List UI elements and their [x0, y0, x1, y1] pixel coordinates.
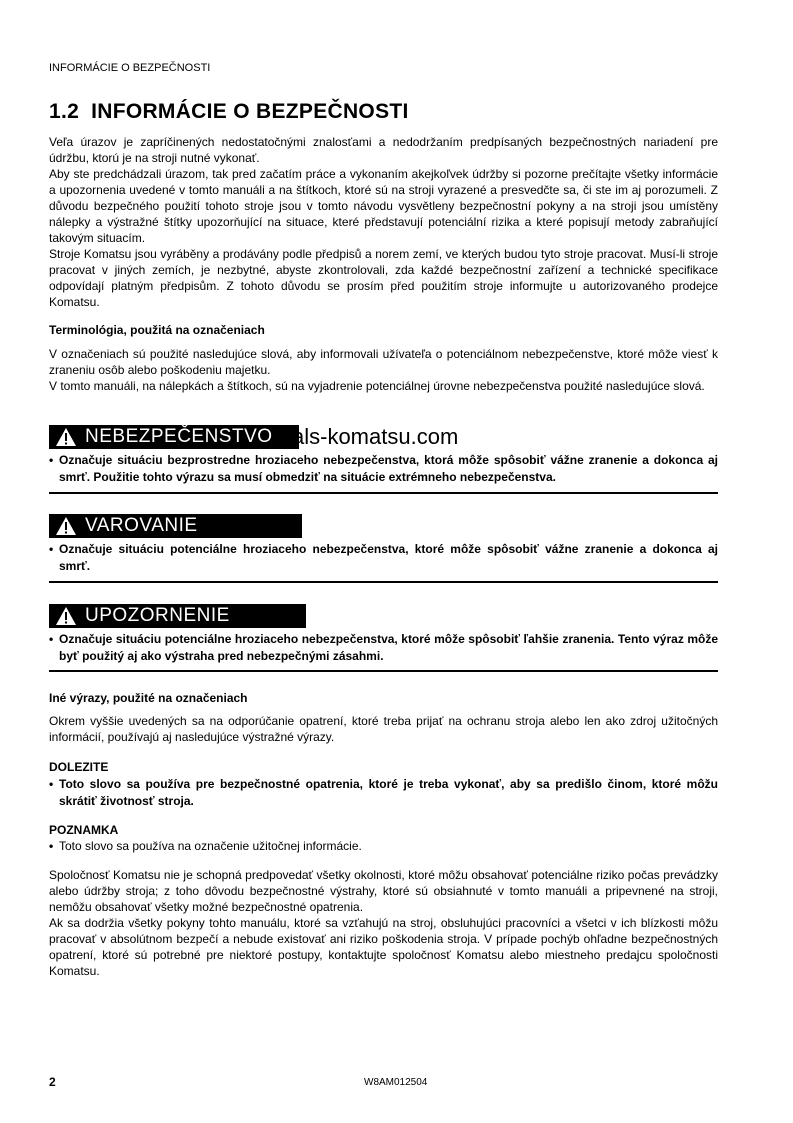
note-label: POZNAMKA	[49, 823, 119, 837]
divider	[49, 492, 718, 494]
intro-paragraph: Veľa úrazov je zapríčinených nedostatočnými znalosťami a nedodržaním predpísaných bezpečnostných nariadení pre údržbu, ktorú je na stroji nutné vykonať.	[49, 135, 718, 165]
closing-paragraph: Ak sa dodržia všetky pokyny tohto manuálu, ktoré sa vzťahujú na stroj, obsluhujúci pracovníci a všetci v ich blízkosti môžu pracovať v absolútnom bezpečí a nebude existovať ani riziko poškodenia stroja. V prípade pochýb ohľadne bezpečnostných opatrení, ktoré sú potrebné pre niektoré postupy, kontaktujte spoločnosť Komatsu alebo miestneho predajcu spoločnosti Komatsu.	[49, 916, 718, 978]
terminology-text	[49, 346, 718, 394]
page-number: 2	[49, 1075, 56, 1089]
other-terms-heading: Iné výrazy, použité na označeniach	[49, 691, 248, 705]
other-terms-text	[49, 713, 718, 745]
terminology-heading: Terminológia, použitá na označeniach	[49, 323, 265, 337]
running-head: INFORMÁCIE O BEZPEČNOSTI	[49, 62, 211, 74]
closing-text	[49, 867, 718, 979]
warning-label: VAROVANIE	[85, 515, 198, 536]
section-number: 1.2	[49, 100, 80, 123]
intro-paragraph: Aby ste predchádzali úrazom, tak pred začatím práce a vykonaním akejkoľvek údržby si pozorne prečítajte všetky informácie a upozornenia uvedené v tomto manuáli a na štítkoch, ktoré sú na stroji vyrazené a presvedčte sa, či ste im aj porozumeli. Z důvodu bezpečného použití tohoto stroje jsou v tomto návodu vysvětleny bezpečnostní pokyny a na stroji jsou umístěny nálepky a výstražné štítky upozorňující na situace, které představují potenciální rizika a které popisují metody zabraňující takovým situacím.	[49, 167, 718, 245]
note-description: • Toto slovo sa používa na označenie užitočnej informácie.	[49, 839, 362, 853]
danger-label: NEBEZPEČENSTVO	[85, 426, 273, 447]
watermark: als-komatsu.com	[292, 424, 459, 449]
warning-banner	[49, 514, 302, 538]
other-terms-paragraph: Okrem vyššie uvedených sa na odporúčanie opatrení, ktoré treba prijať na ochranu stroja alebo len ako zdroj užitočných informácií, používajú aj nasledujúce výstražné výrazy.	[49, 714, 718, 744]
warning-description: • Označuje situáciu potenciálne hroziaceho nebezpečenstva, ktoré môže spôsobiť vážne zranenie a dokonca aj smrť.	[49, 542, 718, 573]
danger-description: • Označuje situáciu bezprostredne hroziaceho nebezpečenstva, ktorá môže spôsobiť vážne zranenie a dokonca aj smrť. Použitie tohto výrazu sa musí obmedziť na situácie extrémneho nebezpečenstva.	[49, 453, 718, 484]
terminology-paragraph: V tomto manuáli, na nálepkách a štítkoch, sú na vyjadrenie potenciálnej úrovne nebezpečenstva použité nasledujúce slová.	[49, 379, 705, 393]
divider	[49, 670, 718, 672]
warning-triangle-icon	[55, 606, 77, 626]
caution-label: UPOZORNENIE	[85, 605, 230, 626]
terminology-paragraph: V označeniach sú použité nasledujúce slová, aby informovali užívateľa o potenciálnom nebezpečenstve, ktoré môže viesť k zraneniu osôb alebo poškodeniu majetku.	[49, 347, 718, 377]
warning-triangle-icon	[55, 516, 77, 536]
caution-banner	[49, 604, 306, 628]
danger-banner	[49, 425, 299, 449]
divider	[49, 581, 718, 583]
intro-text	[49, 134, 718, 310]
important-description: • Toto slovo sa používa pre bezpečnostné opatrenia, ktoré je treba vykonať, aby sa predišlo činom, ktoré môžu skrátiť životnosť stroja.	[49, 777, 718, 808]
caution-description: • Označuje situáciu potenciálne hroziaceho nebezpečenstva, ktoré môže spôsobiť ľahšie zranenia. Tento výraz môže byť použitý aj ako výstraha pred nebezpečnými zásahmi.	[49, 632, 718, 663]
intro-paragraph: Stroje Komatsu jsou vyráběny a prodávány podle předpisů a norem zemí, ve kterých budou tyto stroje pracovat. Musí-li stroje pracovat v jiných zemích, je nezbytné, abyste zkontrolovali, zda každé bezpečnostní zařízení a technické specifikace odpovídají platným předpisům. Z tohoto důvodu se prosím před použitím stroje informujte u autorizovaného prodejce Komatsu.	[49, 247, 718, 309]
page-title	[49, 100, 409, 124]
important-label: DOLEZITE	[49, 760, 109, 774]
closing-paragraph: Spoločnosť Komatsu nie je schopná predpovedať všetky okolnosti, ktoré môžu obsahovať potenciálne riziko počas prevádzky alebo údržby stroja; z toho dôvodu bezpečnostné výstrahy, ktoré sú obsiahnuté v tomto manuáli a pripevnené na stroji, nemôžu obsahovať všetky možné bezpečnostné opatrenia.	[49, 868, 718, 914]
warning-triangle-icon	[55, 427, 77, 447]
document-code: W8AM012504	[364, 1077, 428, 1088]
section-title: INFORMÁCIE O BEZPEČNOSTI	[91, 100, 409, 123]
